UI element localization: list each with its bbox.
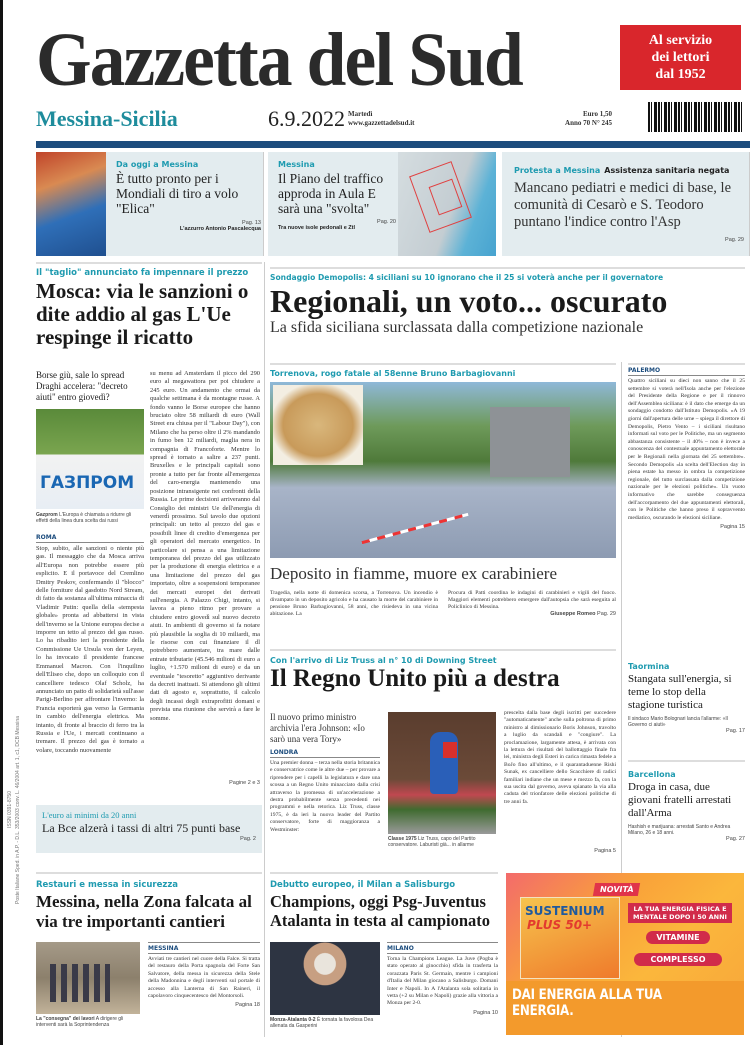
- teaser-mondiali[interactable]: [36, 152, 264, 256]
- dateline: ROMA: [36, 534, 144, 543]
- page-ref: Pagina 15: [720, 524, 745, 531]
- article-headline: Droga in casa, due giovani fratelli arrestati dall'Arma: [628, 781, 732, 819]
- article-headline: Regionali, un voto... oscurato: [270, 283, 668, 319]
- teaser-kicker: Da oggi a Messina: [116, 160, 199, 169]
- page-ref: Pagine 2 e 3: [229, 780, 260, 786]
- ad-slogan: DAI ENERGIA ALLA TUA ENERGIA.: [512, 987, 662, 1019]
- edition-name: Messina-Sicilia: [36, 106, 178, 131]
- divider: [270, 872, 498, 874]
- photo-portrait-inset: [273, 385, 363, 465]
- product-box: [520, 897, 620, 979]
- article-body: Avviati tre cantieri nel cuore della Falce. Si tratta del restauro della Porta spagnola del Forte San Salvatore, della messa in sicurezza della Stele della Madonnina e degli interventi sul portale di accesso alla Lanterna di San Raineri, il capolavoro cinquecentesco del Montorsoli.: [148, 956, 260, 1000]
- article-body: Hashish e marijuana: arrestati Santo e Andrea Milano, 26 e 18 anni.: [628, 824, 731, 836]
- article-body: Tragedia, nella notte di domenica scorsa, a Torrenova. Un incendio è divampato in un deposito agricolo e ha causato la morte del carabiniere in pensione Bruno Barbagiovanni, 58 anni, che risiedeva in una vicina abitazione. La: [270, 590, 438, 617]
- weekday: Martedì: [348, 110, 373, 118]
- caption-bold: Classe 1975: [388, 836, 417, 842]
- teaser-title: Il Piano del traffico approda in Aula E sarà una "svolta": [278, 171, 384, 216]
- article-subhead: La sfida siciliana surclassata dalla competizione nazionale: [270, 319, 644, 336]
- article-body: Torna la Champions League. La Juve (Pogba è stato operato al ginocchio) sfida in trasferta la corazzata Paris St. Germain, mentre i campioni d'Italia del Milan giocano a Salisburgo. Domani Inter e Napoli. In A l'Atalanta sola solitaria in vetta (+2 su Milan e Napoli) grazie alla vittoria a Monza per 2-0.: [387, 956, 498, 1007]
- page-ref: Pag. 29: [597, 611, 616, 617]
- regno-left-col: [270, 712, 380, 850]
- photo-caption: È tornata la favolosa Dea allenata da Gasperini: [270, 1017, 374, 1029]
- badge-line: dei lettori: [651, 50, 710, 65]
- teaser-kicker: Messina: [278, 160, 315, 169]
- photo-cantieri: [36, 942, 140, 1014]
- article-body: Stop, subito, alle sanzioni o niente più gas. Il messaggio che da Mosca arriva all'Europa non potrebbe essere più esplicito. E il portavoce del Cremlino Dmitry Peskov, confermando il "blocco" delle forniture dal gasdotto Nord Stream, di fatto da sostanza all'ultima minaccia di Vladimir Putin: quella della «tempesta globale» pronta ad abbattersi in vista dell'inverno se la Unione europea decise a imporre un tetto al prezzo del gas russo. Lo ha ribadito ieri la presidente della Commissione Ue Ursula von der Leyen, lo ha invocato il presidente francese Emmanuel Macron. Con l'inquilino dell'Eliseo che, dopo un colloquio con il cancelliere tedesco Olaf Scholz, ha annunciato un patto di solidarietà sull'asse Parigi-Berlino per affrontare l'inverno: la Francia esporterà gas verso la Germania in cambio dell'energia elettrica. Ma intanto, di fronte al braccio di ferro tra la Russia e l'Ue, i mercati continuano a tremare. Il prezzo del gas è tornato a volare, toccando nuovamente: [36, 545, 144, 754]
- article-subhead: Borse giù, sale lo spread Draghi accelera: "decreto aiuti" entro giovedì?: [36, 370, 128, 402]
- falcata-photo-block: [36, 942, 140, 1028]
- article-headline: Messina, nella Zona falcata al via tre importanti cantieri: [36, 892, 252, 931]
- teaser-caption: Tra nuove isole pedonali e Ztl: [278, 225, 356, 231]
- photo-gazprom: [36, 409, 144, 509]
- teaser-sanita[interactable]: [502, 152, 750, 256]
- ad-claim: VITAMINE: [646, 931, 710, 944]
- ad-claim: COMPLESSO: [634, 953, 722, 966]
- caption-bold: Monza-Atalanta 0-2: [270, 1017, 316, 1023]
- issn: ISSN 0391-8750: [7, 791, 13, 829]
- divider: [628, 760, 745, 762]
- postal-credit: [6, 600, 28, 1020]
- photo-caption: Liz Truss, capo del Partito conservatore. Laburisti già... in allarme: [388, 836, 476, 848]
- ad-brand: SUSTENIUM: [525, 904, 605, 918]
- article-gas[interactable]: [36, 268, 262, 349]
- gazprom-logo: ГАЗПРОМ: [40, 473, 135, 493]
- advertisement-sustenium[interactable]: [506, 873, 744, 1035]
- teaser-title: Mancano pediatri e medici di base, le comunità di Cesarò e S. Teodoro puntano l'indice contro l'Asp: [514, 180, 732, 230]
- photo-liz-truss: [388, 712, 496, 834]
- people-group: [50, 964, 110, 1002]
- badge-line: dal 1952: [655, 67, 706, 82]
- caption-bold: La "consegna" dei lavori: [36, 1016, 95, 1022]
- page-ref: Pag. 27: [726, 836, 745, 842]
- photo-caption: L'Europa è chiamata a ridurre gli effetti della linea dura scelta dai russi: [36, 512, 132, 524]
- sidebar-palermo[interactable]: [628, 363, 745, 530]
- box-title: La Bce alzerà i tassi di altri 75 punti base: [42, 821, 241, 835]
- page-ref: Pag. 17: [726, 728, 745, 734]
- article-body: Una premier donna – terza nella storia britannica e conservatrice come le altre due – per provare a riprendere per i capelli la legislatura e dare una scossa a un Regno Unito minacciato dalla crisi attraverso la promessa di un'accelerazione a destra probabilmente senza precedenti nei programmi e nella retorica. Liz Truss, classe 1975, è da ieri la nuova leader del Partito conservatore, forte di maggioranza a Westminster:: [270, 760, 380, 833]
- price: Euro 1,50: [582, 110, 612, 118]
- article-taormina[interactable]: [628, 662, 745, 734]
- dateline: MILANO: [387, 942, 498, 954]
- champions-text: [387, 942, 498, 1016]
- dateline: PALERMO: [628, 363, 745, 376]
- sidebar-body: Quattro siciliani su dieci non sanno che il 25 settembre si voterà nell'Isola anche per l'elezione del Presidente della Regione e per il rinnovo dell'Assemblea siciliana: è il dato che emerge da un sondaggio condotto dall'Istituto Demopolis. «A 19 giorni dall'apertura delle urne – spiega il direttore di Demopolis, Pietro Vento – i siciliani risultano informati sul voto per le Politiche, ma un segmento abbastanza consistente – il 40% – non è invece a conoscenza del contestuale appuntamento elettorale per le Regionali nella giornata del 25 settembre». Secondo Demopolis «la scelta dell'Election day in piena estate ha messo in ombra la competizione regionale, del tutto surclassata dalla competizione nazionale per le elezioni politiche». Un vuoto informativo che sarebbe conseguenza dell'accorpamento del due appuntamenti elettorali, con le Politiche che hanno preso il sopravvento mediatico, oscurando le elezioni siciliane.: [628, 378, 745, 521]
- article-body: su menu ad Amsterdam il picco del 290 euro al megawattora per poi chiudere a 245 euro. Un andamento che ormai da qualche settimana è da montagne russe. A fondo vanno le Borse europee che hanno bruciato oltre 58 miliardi di euro (Wall Street era chiusa per il "Labour Day"), con Milano che ha perso oltre il 2% mandando in fumo ben 12 miliardi, maglia nera in compagnia di Francoforte. Mentre lo spread è tornato a salire a 237 punti. Bruxelles e le principali capitali sono pronte a tutto per far fronte all'emergenza del caro-energia mantenendo una posizione intransigente nei confronti della Russia. Le prime decisioni arriveranno dal Consiglio dei ministri Ue dell'energia di venerdì prossimo. Sul tavolo due opzioni principali: un tetto al prezzo del gas e possibili linee di credito d'emergenza per gli operatori del mercato energetico. In particolare si pensa a una limitazione temporanea del prezzo del gas utilizzato per la produzione di energia elettrica e a una limitazione del prezzo del gas importato, oltre a sospensioni temporanee dei mercati europei dei derivati sull'energia. A Palazzo Chigi, intanto, si lavora a pieno ritmo per provare a chiudere entro giovedì sul nuovo decreto aiuti. In ambienti di governo si fa notare più plausibile la soglia di 10 miliardi, ma le risorse con cui finanziare il dl potrebbero aumentare, tra mare dalle entrate tributarie (45.546 milioni di euro a luglio, +1.570 milioni di euro) e da un eventuale "tesoretto" aggiuntivo derivante da decreti inattuati. Si attendono gli ultimi dati di agosto e, soprattutto, il calcolo degli incassi degli extraprofitti domani e prevista una riunione che servirà a fare le somme.: [150, 370, 260, 722]
- article-subhead: Il nuovo primo ministro archivia l'era Johnson: «Io sarò una vera Tory»: [270, 712, 365, 744]
- column-divider: [264, 262, 265, 1037]
- caption-bold: Gazprom: [36, 512, 58, 518]
- weekday-website: [348, 110, 415, 128]
- page-ref: Pag. 20: [377, 219, 396, 225]
- box-bce[interactable]: [36, 805, 262, 853]
- divider: [270, 649, 616, 651]
- page-ref: Pag. 13: [242, 220, 261, 226]
- ad-claim: LA TUA ENERGIA FISICA E MENTALE DOPO I 50 ANNI: [628, 903, 732, 923]
- header-divider: [36, 141, 750, 148]
- article-kicker: Il "taglio" annunciato fa impennare il prezzo: [36, 268, 249, 278]
- article-headline: Champions, oggi Psg-Juventus Atalanta in testa al campionato: [270, 892, 490, 930]
- article-kicker: Taormina: [628, 662, 670, 671]
- article-champions[interactable]: [270, 880, 500, 930]
- page-ref: Pag. 2: [240, 836, 256, 842]
- teaser-traffico[interactable]: [268, 152, 496, 256]
- byline: Giuseppe Romeo: [550, 611, 596, 617]
- issue-date: 6.9.2022: [268, 106, 345, 131]
- gas-left-col: [36, 370, 144, 770]
- divider: [36, 872, 262, 874]
- teaser-caption: L'azzurro Antonio Pascalecqua: [179, 226, 261, 232]
- article-regionali[interactable]: [270, 273, 748, 337]
- photo-caption: A dirigere gli interventi sarà la Soprintendenza: [36, 1016, 124, 1028]
- map-traffic-plan: [398, 152, 496, 256]
- article-headline: Il Regno Unito più a destra: [270, 665, 560, 692]
- police-tape: [361, 513, 468, 544]
- page-edge: [0, 0, 3, 1045]
- falcata-text: [148, 942, 260, 1008]
- page-ref: Pagina 5: [594, 848, 616, 854]
- teaser-kicker-2: Assistenza sanitaria negata: [604, 166, 730, 175]
- divider: [36, 262, 262, 264]
- article-headline: Mosca: via le sanzioni o dite addio al gas L'Ue respinge il ricatto: [36, 279, 249, 349]
- article-regno-unito[interactable]: [270, 656, 616, 693]
- page-ref: Pagina 10: [473, 1009, 498, 1016]
- badge-line: Al servizio: [648, 33, 713, 48]
- article-torrenova[interactable]: [270, 369, 616, 618]
- teaser-kicker: Protesta a Messina: [514, 166, 601, 175]
- divider: [270, 363, 616, 365]
- shed: [490, 407, 570, 477]
- article-headline: Deposito in fiamme, muore ex carabiniere: [270, 564, 557, 583]
- masthead-title[interactable]: Gazzetta del Sud: [36, 18, 522, 102]
- photo-gasperini: [270, 942, 380, 1015]
- article-kicker: Torrenova, rogo fatale al 58enne Bruno Barbagiovanni: [270, 369, 516, 378]
- issue-number: Anno 70 N° 245: [565, 119, 612, 127]
- page-ref: Pag. 29: [725, 237, 744, 243]
- regno-right-col: [504, 710, 616, 854]
- article-kicker: Restauri e messa in sicurezza: [36, 880, 179, 890]
- champions-photo-block: [270, 942, 380, 1029]
- postal-text: Poste Italiane Sped. in A.P. - D.L. 353/2003 conv. L. 46/2004 art. 1, c1, DCB Messina: [15, 716, 21, 904]
- box-kicker: L'euro ai minimi da 20 anni: [42, 810, 137, 820]
- article-body: prescelta dalla base degli iscritti per succedere "automaticamente" anche sulla poltrona di primo ministro al dimissionario Boris Johnson, travolto a luglio da scandali e "congiure". La proclamazione, largamente attesa, è arrivata con la lettura dei risultati del ballottaggio finale fra lei, ministra degli Esteri in carica rimasta fedele a BoJo fino all'ultimo, e il quarantaduenne Rishi Sunak, ex cancelliere dello Scacchiere di radici familiari indiane che un mese e mezzo fa, con la sua uscita dal governo, aveva spianato la via alla caduta del trionfatore delle elezioni politiche di tre anni fa.: [504, 710, 616, 805]
- red-folder: [443, 742, 457, 758]
- ad-badge: NOVITÀ: [593, 883, 641, 896]
- article-barcellona[interactable]: [628, 770, 745, 842]
- photo-truss-block: [388, 712, 496, 848]
- price-info: [540, 110, 612, 128]
- photo-shooter: [36, 152, 106, 256]
- article-zona-falcata[interactable]: [36, 880, 262, 932]
- article-kicker: Debutto europeo, il Milan a Salisburgo: [270, 880, 456, 890]
- article-kicker: Barcellona: [628, 770, 676, 779]
- website-link[interactable]: www.gazzettadelsud.it: [348, 119, 415, 127]
- teaser-title: È tutto pronto per i Mondiali di tiro a volo "Elica": [116, 171, 239, 216]
- barcode: [648, 102, 743, 132]
- heritage-badge: [620, 25, 741, 90]
- article-kicker: Sondaggio Demopolis: 4 siciliani su 10 ignorano che il 25 si voterà anche per il governatore: [270, 273, 664, 282]
- article-body: Il sindaco Mario Bolognari lancia l'allarme: «Il Governo ci aiuti»: [628, 716, 728, 728]
- page-ref: Pagina 18: [235, 1002, 260, 1009]
- divider: [270, 267, 745, 269]
- dateline: LONDRA: [270, 749, 380, 758]
- article-body: Procura di Patti coordina le indagini di carabinieri e vigili del fuoco. Maggiori elementi potrebbero emergere dall'autopsia che sarà eseguita al Policlinico di Messina.: [448, 590, 616, 610]
- dateline: MESSINA: [148, 942, 260, 954]
- article-headline: Stangata sull'energia, si teme lo stop della stagione turistica: [628, 673, 732, 711]
- ad-product: PLUS 50+: [527, 918, 593, 932]
- article-kicker: Con l'arrivo di Liz Truss al n° 10 di Downing Street: [270, 656, 497, 665]
- photo-fire-scene: [270, 382, 616, 558]
